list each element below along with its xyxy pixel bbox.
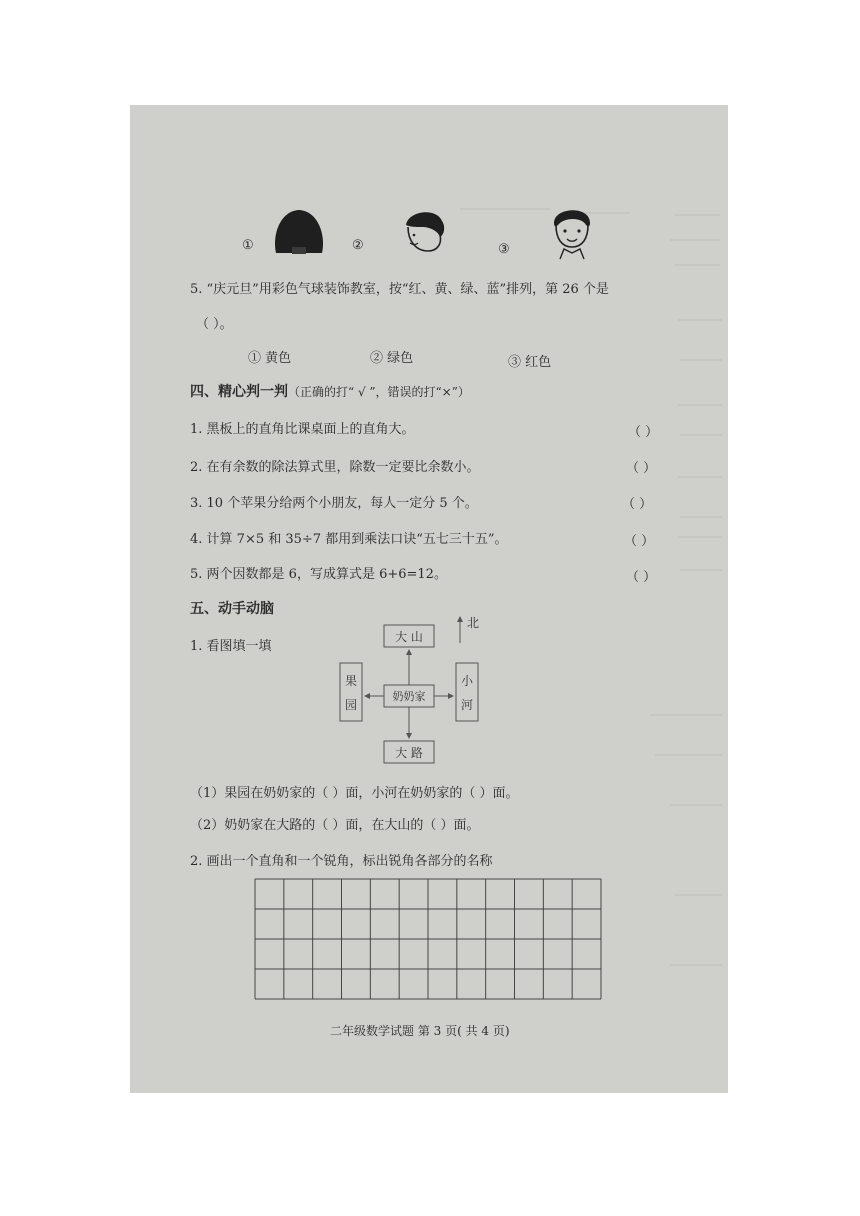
map-label-right: 小河 <box>460 674 474 712</box>
fill-line-2: （2）奶奶家在大路的（ ）面，在大山的（ ）面。 <box>190 818 480 833</box>
direction-diagram <box>330 613 510 765</box>
judge-box-2: （ ） <box>626 461 657 476</box>
section-4-header <box>190 381 470 401</box>
page-footer: 二年级数学试题 第 3 页( 共 4 页) <box>330 1024 510 1038</box>
q5-answer-blank: （ ）。 <box>196 317 233 332</box>
judge-item-1: 1. 黑板上的直角比课桌面上的直角大。 <box>190 422 415 437</box>
girl-back-icon <box>268 205 330 255</box>
judge-box-4: （ ） <box>624 534 655 549</box>
map-box-right <box>456 663 478 721</box>
fill-line-1: （1）果园在奶奶家的（ ）面，小河在奶奶家的（ ）面。 <box>190 786 519 801</box>
north-label: 北 <box>466 616 480 630</box>
q2-label: 2. 画出一个直角和一个锐角，标出锐角各部分的名称 <box>190 854 493 869</box>
drawing-grid[interactable] <box>254 878 604 1002</box>
judge-item-3: 3. 10 个苹果分给两个小朋友，每人一定分 5 个。 <box>190 496 478 511</box>
boy-side-icon <box>400 205 448 255</box>
map-label-bottom: 大 路 <box>395 746 423 760</box>
judge-item-2: 2. 在有余数的除法算式里，除数一定要比余数小。 <box>190 460 480 475</box>
judge-item-4: 4. 计算 7×5 和 35÷7 都用到乘法口诀“五七三十五”。 <box>190 532 508 547</box>
map-label-center: 奶奶家 <box>392 690 426 703</box>
q5-text: 5. “庆元旦”用彩色气球装饰教室，按“红、黄、绿、蓝”排列，第 26 个是 <box>190 282 609 297</box>
map-label-left: 果园 <box>344 674 358 712</box>
face-marker-3: ③ <box>498 242 510 257</box>
face-marker-2: ② <box>352 238 364 253</box>
judge-item-5: 5. 两个因数都是 6，写成算式是 6+6=12。 <box>190 567 447 582</box>
section-4-title: 四、精心判一判 <box>190 384 288 400</box>
section-5-title: 五、动手动脑 <box>190 601 274 617</box>
q5-option-2: ② 绿色 <box>370 351 414 366</box>
q5-option-3: ③ 红色 <box>508 355 552 370</box>
judge-box-1: （ ） <box>628 425 659 440</box>
judge-box-3: （ ） <box>622 497 653 512</box>
judge-box-5: （ ） <box>626 570 657 585</box>
map-label-top: 大 山 <box>395 630 423 644</box>
map-box-left <box>340 663 362 721</box>
exam-paper <box>130 105 728 1093</box>
q1-label: 1. 看图填一填 <box>190 639 272 654</box>
q5-option-1: ① 黄色 <box>248 351 292 366</box>
face-marker-1: ① <box>242 238 254 253</box>
section-4-hint: （正确的打“ √ ”，错误的打“×”） <box>288 385 470 399</box>
boy-front-icon <box>548 203 596 261</box>
